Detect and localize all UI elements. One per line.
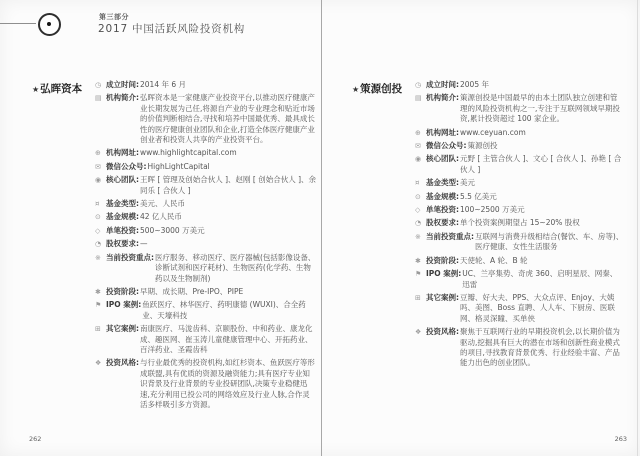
style-icon: ❖ (415, 328, 422, 337)
field-label: 成立时间: (106, 80, 139, 89)
field-row (415, 293, 624, 324)
field-value: 100~2500 万美元 (460, 205, 525, 215)
cases-icon: ⊞ (415, 293, 421, 302)
field-label: 机构网址: (426, 127, 459, 137)
field-label: 微信公众号: (106, 161, 147, 171)
field-label: 投资风格: (106, 358, 139, 368)
field-value: 早期、成长期、Pre-IPO、PIPE (140, 286, 244, 296)
stage-icon: ✱ (415, 256, 421, 265)
org-profile (352, 80, 624, 372)
field-value: 美元、人民币 (140, 199, 185, 209)
field-label: 基金类型: (426, 178, 459, 188)
focus-icon: ※ (415, 232, 421, 241)
team-icon: ◉ (415, 155, 422, 164)
field-label: IPO 案例: (426, 269, 462, 279)
field-row (415, 128, 624, 138)
field-row (415, 269, 624, 290)
field-row (95, 162, 317, 172)
page-number-right: 263 (614, 435, 627, 443)
field-value: 王晖 [ 管理及创始合伙人 ]、赵刚 [ 创始合伙人 ]、余同乐 [ 合伙人 ] (140, 175, 317, 195)
field-label: 单笔投资: (426, 205, 459, 215)
field-label: 微信公众号: (426, 141, 467, 151)
field-row (415, 232, 624, 253)
field-label: 投资风格: (426, 327, 459, 337)
page-right (322, 80, 640, 372)
field-row (415, 327, 624, 369)
website-icon: ⊕ (95, 149, 101, 158)
clock-icon: ◷ (95, 81, 102, 89)
field-row (95, 93, 317, 145)
field-value: 500~3000 万美元 (140, 225, 205, 235)
field-value: 2005 年 (460, 80, 489, 89)
team-icon: ◉ (95, 176, 102, 185)
field-row (95, 287, 317, 297)
field-row (415, 192, 624, 202)
field-label: 机构简介: (106, 93, 139, 103)
field-value: HighLightCapital (147, 161, 210, 171)
field-row (95, 80, 317, 90)
equity-icon: ◔ (415, 219, 422, 228)
field-value: 互联网与消费升级相结合(餐饮、车、房等)、医疗健康、女性生活服务 (475, 231, 624, 252)
field-label: 单笔投资: (106, 225, 139, 235)
field-row (95, 358, 317, 410)
field-row (415, 80, 624, 90)
equity-icon: ◔ (95, 240, 102, 249)
field-value: www.highlightcapital.com (140, 148, 237, 158)
field-label: 核心团队: (106, 175, 139, 185)
field-label: 投资阶段: (426, 255, 459, 265)
field-row (95, 175, 317, 196)
ticket-size-icon: ◇ (415, 206, 421, 215)
field-row (95, 324, 317, 355)
field-value: 2014 年 6 月 (140, 80, 187, 89)
field-value: www.ceyuan.com (460, 127, 526, 137)
field-row (415, 178, 624, 188)
field-label: 其它案例: (106, 324, 139, 334)
field-value: 医疗服务、移动医疗、医疗器械(包括影像设备、诊断试剂和医疗耗材)、生物医药(化学药、生物药以及生物制剂) (155, 252, 316, 283)
field-value: 元野 [ 主管合伙人 ]、文心 [ 合伙人 ]、孙艳 [ 合伙人 ] (460, 154, 622, 174)
field-value: 策源创投是中国最早的由本土团队独立创建和管理的风险投资机构之一,专注于互联网领域早期投资,累计投资超过 100 家企业。 (460, 93, 620, 124)
field-row (95, 212, 317, 222)
field-label: IPO 案例: (106, 300, 142, 310)
ticket-size-icon: ◇ (95, 226, 101, 235)
field-value: 南康医疗、马泷齿科、京颐股份、中和药业、康龙化成、趣医网、崔玉涛儿童健康管理中心、开拓药业、百洋药业、圣霞齿科 (140, 324, 313, 354)
focus-icon: ※ (95, 253, 101, 262)
ipo-icon: ⚑ (95, 301, 102, 310)
org-fields-right (415, 80, 624, 372)
field-value: 美元 (460, 178, 475, 188)
field-row (95, 148, 317, 158)
field-row (415, 205, 624, 215)
field-label: 基金规模: (106, 212, 139, 222)
field-label: 其它案例: (426, 292, 459, 302)
page-left (0, 80, 322, 413)
fund-type-icon: ¤ (415, 179, 420, 188)
cases-icon: ⊞ (95, 325, 101, 334)
field-label: 当前投资重点: (426, 231, 474, 241)
clock-icon: ◷ (415, 81, 422, 89)
website-icon: ⊕ (415, 128, 421, 137)
ipo-icon: ⚑ (415, 270, 422, 279)
org-fields-left (95, 80, 317, 413)
profile-icon: ▤ (95, 94, 102, 103)
stage-icon: ✱ (95, 287, 101, 296)
org-name-left (32, 80, 95, 96)
field-value: 鱼跃医疗、林华医疗、药明康德 (WUXI)、合全药业、天壕科技 (142, 300, 306, 320)
field-row (415, 93, 624, 124)
wechat-icon: ✉ (415, 142, 421, 151)
field-value: 单个投资案例期望占 15~20% 股权 (460, 218, 580, 228)
field-value: 弘晖资本是一家健康产业投资平台,以推动医疗健康产业长期发展为己任,将源自产业的专业理念和贴近市场的价值判断相结合,寻找和培养中国最优秀、最具成长性的医疗健康创业团队和企业,打造全体医疗健康产业创业者和投资人共享的产业投资平台。 (140, 93, 315, 145)
field-value: — (140, 239, 148, 249)
field-value: 5.5 亿美元 (460, 191, 497, 201)
field-row (95, 300, 317, 321)
field-label: 投资阶段: (106, 286, 139, 296)
profile-icon: ▤ (415, 94, 422, 103)
field-value: 与行业最优秀的投资机构,如红杉资本、鱼跃医疗等形成联盟,具有优质的资源及融资能力;具有医疗专业知识背景及行业背景的专业投研团队,决策专业稳健迅速,充分利用已投公司的网络效应及行业人脉,合作灵活多样吸引多方资源。 (140, 358, 315, 409)
field-row (95, 239, 317, 249)
field-value: UC、兰亭集势、奇虎 360、启明星辰、网秦、迅雷 (462, 269, 618, 289)
part-label: 第三部分 (99, 13, 129, 21)
field-value: 策源创投 (467, 141, 498, 151)
book-title: 2017 中国活跃风险投资机构 (98, 23, 246, 35)
header-rule (0, 23, 36, 24)
page-number-left: 262 (29, 435, 42, 443)
field-row (95, 199, 317, 209)
field-label: 机构网址: (106, 148, 139, 158)
org-name-label: 策源创投 (360, 83, 403, 95)
field-value: 42 亿人民币 (140, 212, 182, 222)
field-label: 基金类型: (106, 199, 139, 209)
style-icon: ❖ (95, 359, 102, 368)
publisher-logo-icon (38, 13, 61, 36)
field-label: 股权要求: (426, 218, 459, 228)
org-profile (32, 80, 317, 413)
fund-type-icon: ¤ (95, 200, 100, 209)
field-value: 天使轮、A 轮、B 轮 (460, 255, 528, 265)
field-label: 核心团队: (426, 154, 459, 164)
fund-size-icon: ⊙ (95, 213, 101, 222)
field-row (415, 256, 624, 266)
field-label: 成立时间: (426, 80, 459, 89)
field-value: 聚焦于互联网行业的早期投资机会,以长期价值为驱动,挖掘具有巨大的潜在市场和创新性商业模式的项目,寻找教育背景优秀、行业经验丰富、产品能力出色的创业团队。 (460, 327, 620, 368)
field-row (95, 253, 317, 284)
star-icon: ★ (32, 85, 40, 94)
org-name-right (352, 80, 415, 96)
fund-size-icon: ⊙ (415, 192, 421, 201)
field-row (415, 218, 624, 228)
field-label: 机构简介: (426, 93, 459, 103)
field-label: 基金规模: (426, 191, 459, 201)
wechat-icon: ✉ (95, 162, 101, 171)
star-icon: ★ (352, 85, 360, 94)
field-label: 股权要求: (106, 239, 139, 249)
field-row (415, 141, 624, 151)
field-label: 当前投资重点: (106, 252, 154, 262)
field-row (95, 226, 317, 236)
field-row (415, 154, 624, 175)
org-name-label: 弘晖资本 (40, 83, 83, 95)
field-value: 豆瓣、好大夫、PPS、大众点评、Enjoy、大姨吗、美图、Boss 直聘、人人车、下厨房、医联网、格灵深瞳、买单侠 (460, 292, 615, 323)
